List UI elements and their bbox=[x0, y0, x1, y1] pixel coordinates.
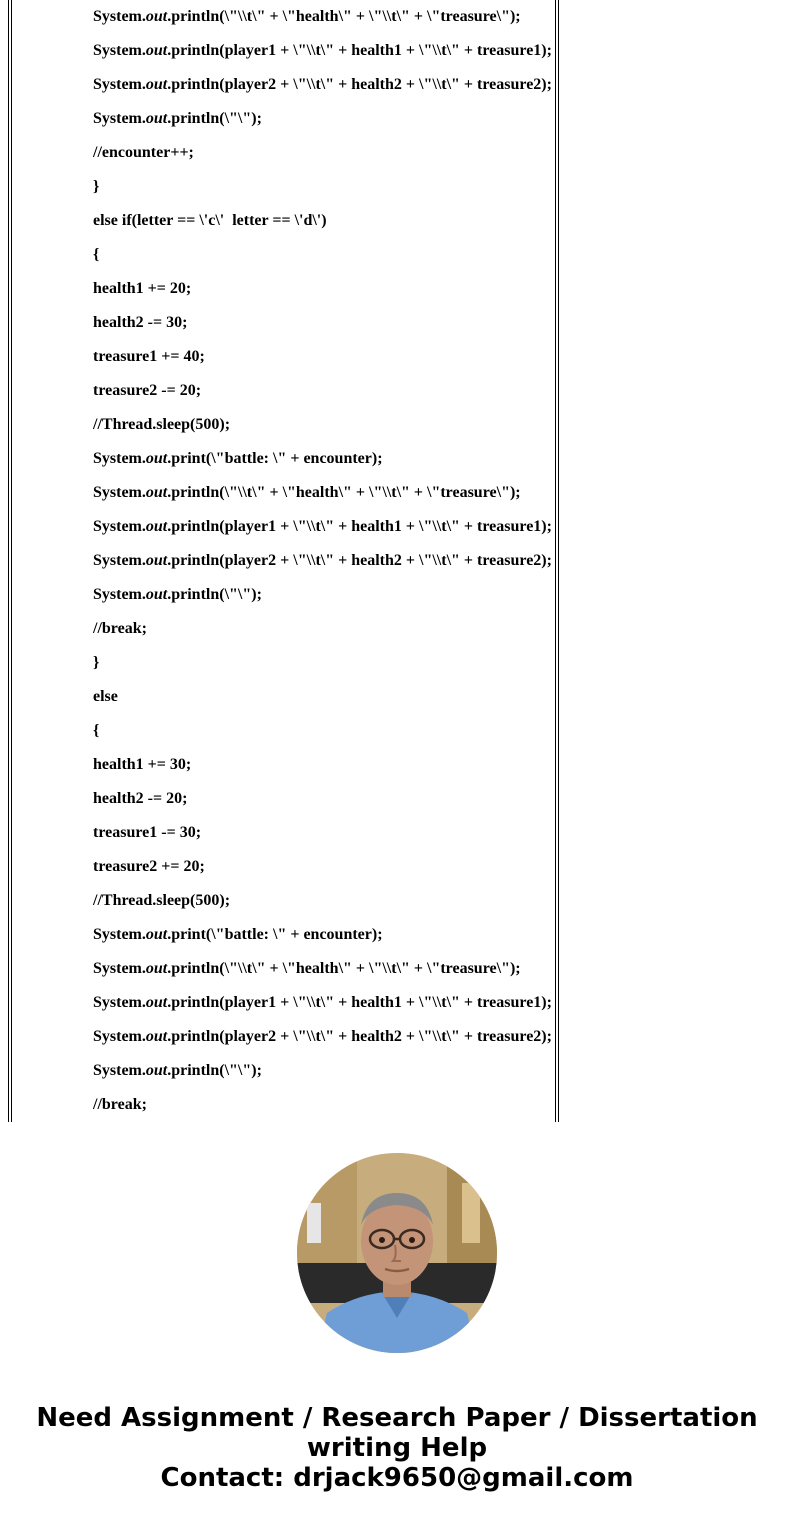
code-line: health2 -= 20; bbox=[93, 790, 188, 807]
code-line: { bbox=[93, 722, 100, 739]
code-line: System.out.println(player2 + \"\\t\" + health2 + \"\\t\" + treasure2); bbox=[93, 76, 552, 93]
code-line: System.out.println(player1 + \"\\t\" + health1 + \"\\t\" + treasure1); bbox=[93, 518, 552, 535]
code-line: else if(letter == \'c\' letter == \'d\') bbox=[93, 212, 327, 229]
code-line: } bbox=[93, 178, 100, 195]
code-line: System.out.println(player1 + \"\\t\" + health1 + \"\\t\" + treasure1); bbox=[93, 42, 552, 59]
promo-line-1: Need Assignment / Research Paper / Dissertation bbox=[36, 1403, 758, 1433]
code-line: health2 -= 30; bbox=[93, 314, 188, 331]
code-line: System.out.println(player2 + \"\\t\" + health2 + \"\\t\" + treasure2); bbox=[93, 552, 552, 569]
code-line: System.out.println(\"\"); bbox=[93, 586, 262, 603]
code-line: //break; bbox=[93, 1096, 147, 1113]
code-line: System.out.println(\"\\t\" + \"health\" + \"\\t\" + \"treasure\"); bbox=[93, 8, 521, 25]
promo-line-2: writing Help bbox=[306, 1433, 488, 1463]
code-line: //Thread.sleep(500); bbox=[93, 416, 231, 433]
promo-contact: Contact: drjack9650@gmail.com bbox=[160, 1463, 634, 1493]
code-block bbox=[93, 5, 552, 1127]
code-line: System.out.print(\"battle: \" + encounter); bbox=[93, 450, 383, 467]
code-line: health1 += 20; bbox=[93, 280, 192, 297]
code-line: System.out.println(\"\\t\" + \"health\" + \"\\t\" + \"treasure\"); bbox=[93, 484, 521, 501]
code-line: treasure2 -= 20; bbox=[93, 382, 202, 399]
promo-text bbox=[0, 1403, 794, 1493]
code-line: treasure1 -= 30; bbox=[93, 824, 202, 841]
code-line: System.out.println(\"\"); bbox=[93, 110, 262, 127]
code-line: System.out.println(player1 + \"\\t\" + health1 + \"\\t\" + treasure1); bbox=[93, 994, 552, 1011]
code-line: //encounter++; bbox=[93, 144, 194, 161]
code-line: System.out.println(player2 + \"\\t\" + health2 + \"\\t\" + treasure2); bbox=[93, 1028, 552, 1045]
code-line: System.out.print(\"battle: \" + encounter); bbox=[93, 926, 383, 943]
code-line: else bbox=[93, 688, 118, 705]
code-line: System.out.println(\"\"); bbox=[93, 1062, 262, 1079]
person-photo-icon bbox=[297, 1153, 497, 1353]
code-line: System.out.println(\"\\t\" + \"health\" + \"\\t\" + \"treasure\"); bbox=[93, 960, 521, 977]
code-line: { bbox=[93, 246, 100, 263]
code-line: } bbox=[93, 654, 100, 671]
code-line: //break; bbox=[93, 620, 147, 637]
code-line: treasure2 += 20; bbox=[93, 858, 205, 875]
code-frame bbox=[8, 0, 559, 1122]
code-line: treasure1 += 40; bbox=[93, 348, 205, 365]
author-avatar bbox=[297, 1153, 497, 1353]
code-line: //Thread.sleep(500); bbox=[93, 892, 231, 909]
code-line: health1 += 30; bbox=[93, 756, 192, 773]
